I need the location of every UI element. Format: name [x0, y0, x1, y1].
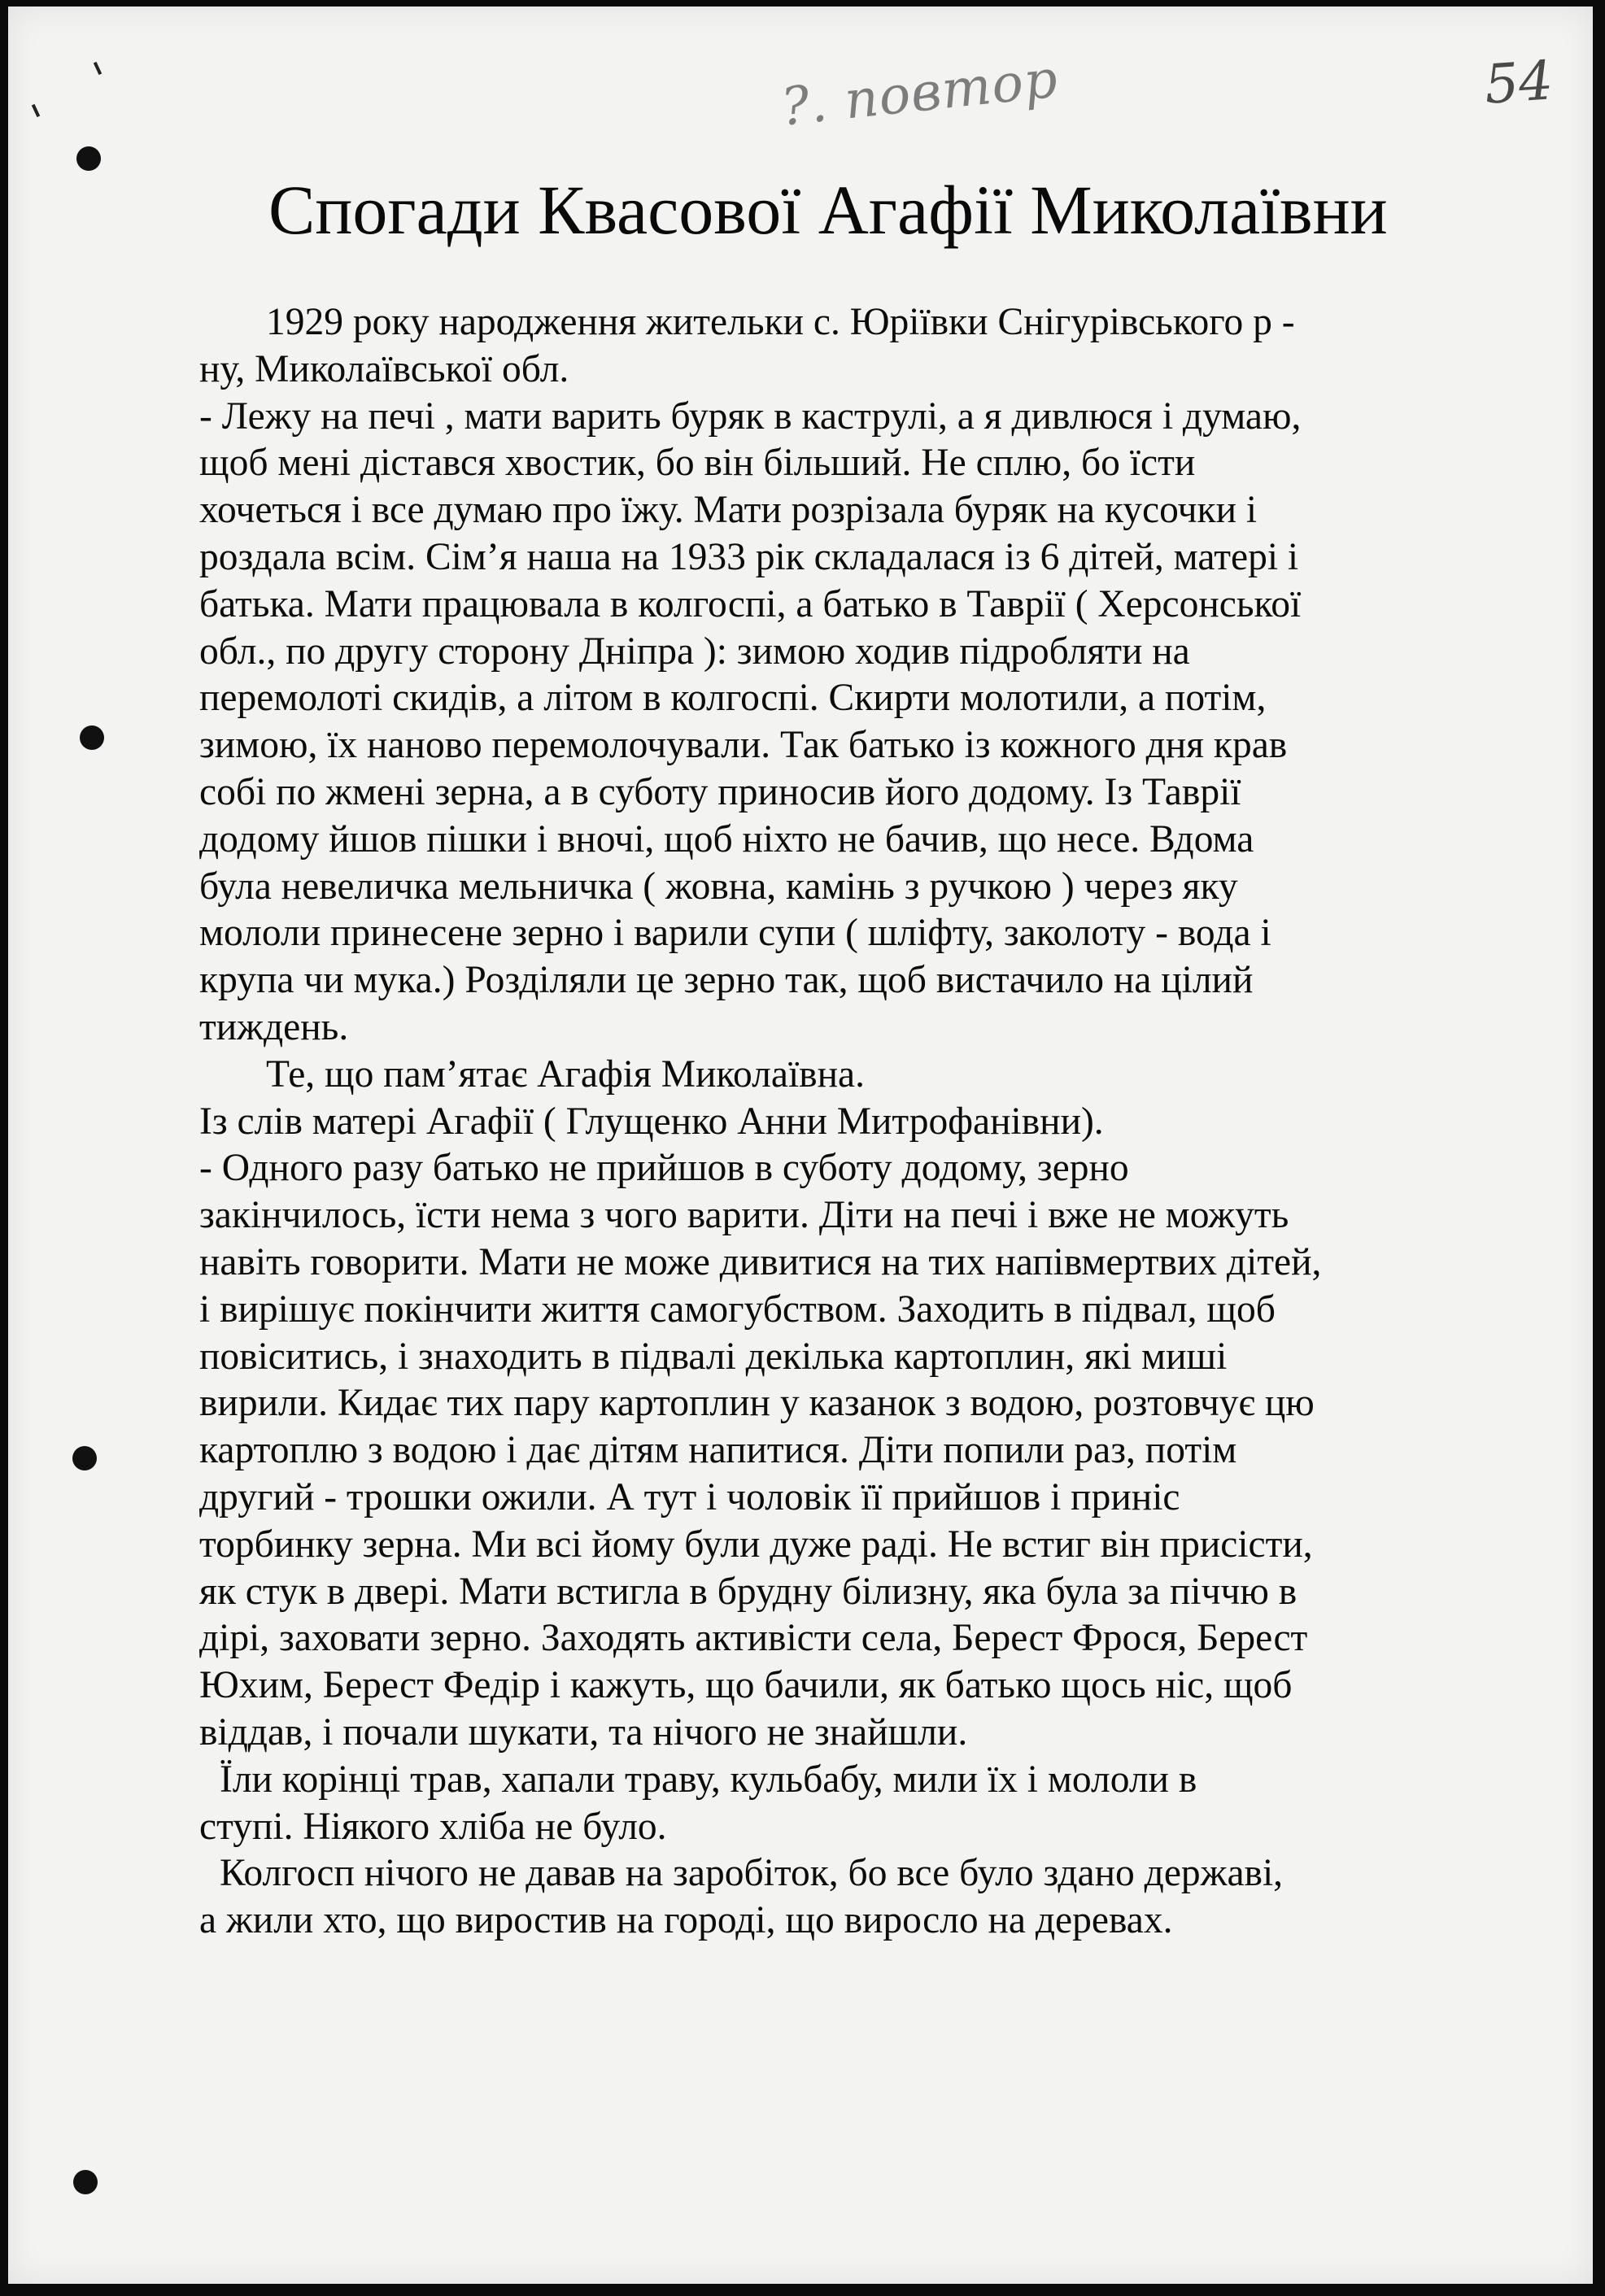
text-line: ну, Миколаївської обл. [199, 347, 569, 390]
text-line: Їли корінці трав, хапали траву, кульбабу, мили їх і мололи в [220, 1758, 1197, 1801]
text-line: Із слів матері Агафії ( Глущенко Анни Митрофанівни). [199, 1100, 1104, 1143]
text-line: другий - трошки ожили. А тут і чоловік її прийшов і приніс [199, 1475, 1180, 1518]
text-line: вирили. Кидає тих пару картоплин у казанок з водою, розтовчує цю [199, 1382, 1315, 1425]
text-line: дірі, заховати зерно. Заходять активісти села, Берест Фрося, Берест [199, 1617, 1308, 1660]
text-line: перемолоті скидів, а літом в колгоспі. Скирти молотили, а потім, [199, 677, 1267, 720]
text-line: обл., по другу сторону Дніпра ): зимою ходив підробляти на [199, 630, 1190, 673]
text-line: як стук в двері. Мати встигла в брудну білизну, яка була за піччю в [199, 1570, 1298, 1613]
text-line: крупа чи мука.) Розділяли це зерно так, щоб вистачило на цілий [199, 959, 1254, 1002]
text-line: торбинку зерна. Ми всі йому були дуже раді. Не встиг він присісти, [199, 1523, 1313, 1566]
punch-hole-1 [76, 146, 101, 171]
pencil-mark [94, 62, 102, 75]
text-line: роздала всім. Сім’я наша на 1933 рік складалася із 6 дітей, матері і [199, 535, 1299, 578]
text-line: була невеличка мельничка ( жовна, камінь з ручкою ) через яку [199, 865, 1238, 908]
text-line: а жили хто, що виростив на городі, що виросло на деревах. [199, 1899, 1173, 1942]
text-line: - Одного разу батько не прийшов в суботу додому, зерно [199, 1147, 1129, 1190]
text-line: Колгосп нічого не давав на заробіток, бо все було здано державі, [220, 1852, 1284, 1895]
document-page [8, 7, 1593, 2284]
text-line: картоплю з водою і дає дітям напитися. Діти попили раз, потім [199, 1429, 1237, 1472]
text-line: віддав, і почали шукати, та нічого не знайшли. [199, 1710, 968, 1754]
text-line: батька. Мати працювала в колгоспі, а батько в Таврії ( Херсонської [199, 582, 1302, 625]
text-line: щоб мені дістався хвостик, бо він більший. Не сплю, бо їсти [199, 442, 1196, 485]
document-title: Спогади Квасової Агафії Миколаївни [268, 171, 1388, 249]
punch-hole-2 [80, 725, 104, 750]
text-line: тиждень. [199, 1005, 349, 1048]
text-line: і вирішує покінчити життя самогубством. Заходить в підвал, щоб [199, 1287, 1276, 1331]
punch-hole-3 [72, 1446, 97, 1470]
pencil-mark [32, 104, 40, 117]
document-body [199, 299, 1476, 1945]
text-line: повіситись, і знаходить в підвалі декілька картоплин, які миші [199, 1335, 1228, 1378]
handwritten-note: ?. повтор [779, 49, 1062, 138]
text-line: Те, що пам’ятає Агафія Миколаївна. [266, 1052, 865, 1096]
text-line: - Лежу на печі , мати варить буряк в каструлі, а я дивлюся і думаю, [199, 394, 1302, 438]
text-line: закінчилось, їсти нема з чого варити. Діти на печі і вже не можуть [199, 1194, 1289, 1237]
text-line: зимою, їх наново перемолочували. Так батько із кожного дня крав [199, 724, 1288, 767]
text-line: Юхим, Берест Федір і кажуть, що бачили, як батько щось ніс, щоб [199, 1664, 1293, 1707]
text-line: навіть говорити. Мати не може дивитися на тих напівмертвих дітей, [199, 1240, 1322, 1283]
text-line: мололи принесене зерно і варили супи ( шліфту, заколоту - вода і [199, 912, 1271, 955]
text-line: хочеться і все думаю про їжу. Мати розрізала буряк на кусочки і [199, 489, 1258, 532]
text-line: 1929 року народження жительки с. Юріївки Снігурівського р - [266, 301, 1295, 343]
text-line: ступі. Ніякого хліба не було. [199, 1805, 667, 1848]
page-number: 54 [1482, 49, 1555, 116]
punch-hole-4 [73, 2170, 98, 2194]
text-line: собі по жмені зерна, а в суботу приносив його додому. Із Таврії [199, 770, 1241, 813]
text-line: додому йшов пішки і вночі, щоб ніхто не бачив, що несе. Вдома [199, 817, 1254, 860]
